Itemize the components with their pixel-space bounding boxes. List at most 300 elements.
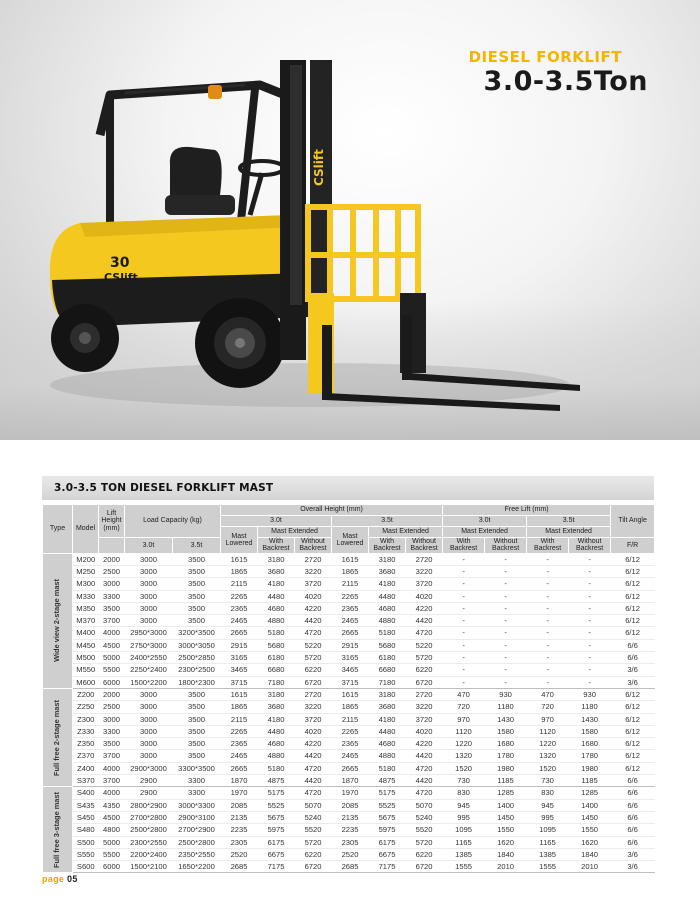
table-cell: 995 (443, 811, 485, 823)
mast-type-group-cell (43, 553, 73, 688)
table-cell: - (527, 664, 569, 676)
table-cell: - (569, 664, 611, 676)
table-cell: - (527, 565, 569, 577)
table-cell: 6720 (406, 676, 443, 688)
table-cell: 3000 (125, 713, 173, 725)
table-cell: 3165 (332, 652, 369, 664)
table-cell: 1870 (332, 775, 369, 787)
table-cell: 1095 (443, 824, 485, 836)
table-cell: 995 (527, 811, 569, 823)
table-cell: 2305 (332, 836, 369, 848)
table-cell: 6/12 (611, 762, 655, 774)
table-cell: 6720 (295, 676, 332, 688)
table-cell: 4420 (406, 750, 443, 762)
table-cell: - (443, 652, 485, 664)
header-capacity-30t: 3.0t (125, 538, 173, 554)
table-cell: 6220 (406, 848, 443, 860)
table-cell: 2720 (406, 553, 443, 565)
table-cell: 470 (443, 688, 485, 700)
table-cell: 930 (485, 688, 527, 700)
table-cell: 3715 (221, 676, 258, 688)
table-cell: 4000 (99, 627, 125, 639)
table-cell: 4020 (406, 590, 443, 602)
table-row (43, 750, 655, 762)
table-cell: - (443, 602, 485, 614)
table-cell: 2305 (221, 836, 258, 848)
table-cell: 5220 (295, 639, 332, 651)
header-load-capacity: Load Capacity (kg) (125, 505, 221, 538)
table-cell: 2115 (332, 713, 369, 725)
spec-table-section (42, 476, 654, 873)
table-cell: 2135 (332, 811, 369, 823)
table-cell: 5175 (258, 787, 295, 799)
table-cell: S480 (73, 824, 99, 836)
table-row (43, 725, 655, 737)
header-with-backrest: With Backrest (527, 538, 569, 554)
table-title: 3.0-3.5 TON DIESEL FORKLIFT MAST (42, 476, 654, 500)
table-cell: 4480 (258, 590, 295, 602)
table-cell: 2365 (221, 738, 258, 750)
table-cell: 6/12 (611, 578, 655, 590)
table-cell: 3000 (99, 578, 125, 590)
table-cell: 3500 (173, 725, 221, 737)
table-cell: 1185 (569, 775, 611, 787)
table-cell: - (569, 578, 611, 590)
table-cell: 3000 (125, 701, 173, 713)
table-cell: 3000 (125, 590, 173, 602)
header-free-30t: 3.0t (443, 516, 527, 527)
table-cell: 4720 (406, 762, 443, 774)
table-cell: - (527, 590, 569, 602)
table-cell: 3200*3500 (173, 627, 221, 639)
header-tilt-angle: Tilt Angle (611, 505, 655, 538)
table-cell: 1680 (485, 738, 527, 750)
table-cell: - (443, 664, 485, 676)
table-cell: 2000 (99, 553, 125, 565)
header-with-backrest: With Backrest (369, 538, 406, 554)
table-cell: 5675 (369, 811, 406, 823)
table-cell: 5525 (258, 799, 295, 811)
table-cell: 5070 (295, 799, 332, 811)
table-cell: 1840 (569, 848, 611, 860)
table-cell: - (569, 652, 611, 664)
table-cell: 6/12 (611, 602, 655, 614)
table-cell: 6000 (99, 861, 125, 873)
table-row (43, 627, 655, 639)
table-cell: 1555 (443, 861, 485, 873)
table-cell: 830 (443, 787, 485, 799)
table-cell: 945 (443, 799, 485, 811)
table-row (43, 836, 655, 848)
table-cell: 5675 (258, 811, 295, 823)
table-cell: 4020 (295, 590, 332, 602)
table-cell: 1220 (443, 738, 485, 750)
table-cell: - (443, 676, 485, 688)
table-row (43, 738, 655, 750)
table-cell: 1095 (527, 824, 569, 836)
table-cell: 5520 (295, 824, 332, 836)
table-cell: - (527, 652, 569, 664)
table-cell: - (527, 676, 569, 688)
table-cell: 2500*2800 (125, 824, 173, 836)
table-cell: 1780 (485, 750, 527, 762)
table-cell: 4500 (99, 639, 125, 651)
table-cell: 2265 (332, 725, 369, 737)
table-cell: 5500 (99, 848, 125, 860)
table-cell: - (569, 590, 611, 602)
table-cell: 3000 (125, 602, 173, 614)
table-cell: 1615 (332, 553, 369, 565)
table-row (43, 590, 655, 602)
table-cell: - (485, 553, 527, 565)
header-fr: F/R (611, 538, 655, 554)
table-cell: 4220 (295, 738, 332, 750)
table-cell: Z400 (73, 762, 99, 774)
header-overall-30t: 3.0t (221, 516, 332, 527)
table-cell: 4720 (295, 762, 332, 774)
table-cell: 3500 (173, 750, 221, 762)
table-cell: 1285 (569, 787, 611, 799)
table-cell: 1580 (485, 725, 527, 737)
table-cell: 3220 (406, 701, 443, 713)
table-cell: - (527, 615, 569, 627)
table-cell: 2700*2800 (125, 811, 173, 823)
table-cell: 6/6 (611, 775, 655, 787)
table-cell: 4350 (99, 799, 125, 811)
table-cell: - (569, 565, 611, 577)
table-cell: 5720 (295, 836, 332, 848)
table-cell: Z370 (73, 750, 99, 762)
table-cell: 7180 (258, 676, 295, 688)
table-cell: 2010 (569, 861, 611, 873)
table-cell: 3465 (221, 664, 258, 676)
table-cell: 2500 (99, 565, 125, 577)
table-cell: 1620 (569, 836, 611, 848)
header-mast-extended-30t: Mast Extended (258, 527, 332, 538)
table-cell: 5720 (295, 652, 332, 664)
table-cell: 4220 (406, 602, 443, 614)
table-cell: 1615 (332, 688, 369, 700)
table-cell: 1450 (569, 811, 611, 823)
table-cell: 6680 (369, 664, 406, 676)
table-cell: 2265 (221, 590, 258, 602)
table-cell: - (485, 627, 527, 639)
table-cell: 1980 (569, 762, 611, 774)
table-cell: 4000 (99, 762, 125, 774)
table-cell: 5070 (406, 799, 443, 811)
table-cell: 1980 (485, 762, 527, 774)
table-cell: 6/12 (611, 738, 655, 750)
table-cell: 2200*2400 (125, 848, 173, 860)
table-cell: 3680 (369, 565, 406, 577)
mast-logo: CSlift (312, 149, 326, 186)
table-cell: 4420 (406, 775, 443, 787)
header-without-backrest: Without Backrest (406, 538, 443, 554)
table-cell: M500 (73, 652, 99, 664)
header-with-backrest: With Backrest (443, 538, 485, 554)
body-logo: CSlift (104, 271, 138, 284)
table-cell: 3000*3300 (173, 799, 221, 811)
table-cell: 6000 (99, 676, 125, 688)
table-cell: 1865 (332, 701, 369, 713)
table-cell: M330 (73, 590, 99, 602)
table-cell: - (443, 553, 485, 565)
table-cell: M250 (73, 565, 99, 577)
table-cell: - (527, 602, 569, 614)
table-cell: 4480 (258, 725, 295, 737)
table-cell: 4180 (258, 578, 295, 590)
table-cell: 2010 (485, 861, 527, 873)
table-cell: - (485, 578, 527, 590)
table-row (43, 565, 655, 577)
table-cell: 3500 (173, 590, 221, 602)
table-cell: 1555 (527, 861, 569, 873)
table-row (43, 553, 655, 565)
table-cell: 4220 (295, 602, 332, 614)
table-cell: 3715 (332, 676, 369, 688)
table-row (43, 787, 655, 799)
table-cell: 2720 (295, 688, 332, 700)
table-cell: Z350 (73, 738, 99, 750)
table-cell: 6/6 (611, 824, 655, 836)
table-row (43, 811, 655, 823)
page-number (42, 874, 78, 884)
table-cell: 720 (527, 701, 569, 713)
header-mast-lowered-30t: Mast Lowered (221, 527, 258, 554)
table-cell: 3000 (125, 738, 173, 750)
table-cell: 2665 (332, 762, 369, 774)
table-row (43, 688, 655, 700)
table-cell: 4680 (369, 738, 406, 750)
table-cell: 3720 (295, 713, 332, 725)
table-cell: 4875 (369, 775, 406, 787)
table-cell: 4720 (406, 787, 443, 799)
table-row (43, 762, 655, 774)
table-cell: 2665 (221, 627, 258, 639)
table-cell: 5975 (258, 824, 295, 836)
table-cell: 3500 (99, 602, 125, 614)
header-lift-height-unit (99, 538, 125, 554)
table-cell: 2400*2550 (125, 652, 173, 664)
table-cell: 1865 (332, 565, 369, 577)
table-cell: 2465 (332, 750, 369, 762)
table-cell: 4180 (258, 713, 295, 725)
table-cell: S435 (73, 799, 99, 811)
table-cell: 2700*2900 (173, 824, 221, 836)
table-cell: 4480 (369, 590, 406, 602)
table-cell: 2300*2550 (125, 836, 173, 848)
table-cell: 1320 (443, 750, 485, 762)
table-cell: - (485, 615, 527, 627)
table-cell: 1970 (332, 787, 369, 799)
table-cell: - (485, 639, 527, 651)
table-cell: 5720 (406, 836, 443, 848)
table-cell: 2265 (221, 725, 258, 737)
table-cell: - (443, 615, 485, 627)
table-cell: 5975 (369, 824, 406, 836)
table-cell: 5680 (258, 639, 295, 651)
table-cell: 1320 (527, 750, 569, 762)
table-cell: Z330 (73, 725, 99, 737)
table-cell: - (527, 553, 569, 565)
table-cell: 3700 (99, 615, 125, 627)
table-cell: S450 (73, 811, 99, 823)
table-cell: 5240 (406, 811, 443, 823)
table-cell: 1550 (485, 824, 527, 836)
table-cell: 3180 (369, 688, 406, 700)
table-cell: 4480 (369, 725, 406, 737)
table-cell: 730 (443, 775, 485, 787)
table-cell: - (527, 639, 569, 651)
table-row (43, 775, 655, 787)
table-cell: 3000 (125, 578, 173, 590)
table-cell: 2500*2850 (173, 652, 221, 664)
table-cell: 3500 (99, 738, 125, 750)
table-cell: 6180 (369, 652, 406, 664)
table-cell: 2665 (332, 627, 369, 639)
table-cell: 6175 (369, 836, 406, 848)
table-cell: - (527, 627, 569, 639)
table-cell: 3000 (99, 713, 125, 725)
table-cell: S370 (73, 775, 99, 787)
table-cell: 2265 (332, 590, 369, 602)
table-cell: 4800 (99, 824, 125, 836)
header-model: Model (73, 505, 99, 554)
table-cell: 4420 (295, 775, 332, 787)
table-cell: 1970 (221, 787, 258, 799)
headline-title: 3.0-3.5Ton (483, 66, 648, 97)
table-cell: 2520 (221, 848, 258, 860)
table-cell: Z200 (73, 688, 99, 700)
table-cell: 3680 (258, 565, 295, 577)
table-cell: 3500 (173, 701, 221, 713)
table-cell: M400 (73, 627, 99, 639)
table-cell: 2465 (332, 615, 369, 627)
table-cell: 2665 (221, 762, 258, 774)
table-cell: 2000 (99, 688, 125, 700)
table-cell: 5180 (369, 627, 406, 639)
table-cell: 6/12 (611, 627, 655, 639)
table-cell: 1615 (221, 553, 258, 565)
forklift-illustration (40, 55, 600, 425)
table-cell: 6675 (258, 848, 295, 860)
table-cell: M450 (73, 639, 99, 651)
table-cell: 1840 (485, 848, 527, 860)
table-cell: 2365 (221, 602, 258, 614)
table-cell: - (569, 676, 611, 688)
table-cell: 2685 (221, 861, 258, 873)
table-cell: 2085 (221, 799, 258, 811)
table-cell: 1650*2200 (173, 861, 221, 873)
table-cell: 1680 (569, 738, 611, 750)
table-cell: 1780 (569, 750, 611, 762)
table-row (43, 676, 655, 688)
table-cell: 3000 (125, 750, 173, 762)
table-cell: 1165 (443, 836, 485, 848)
table-cell: 3180 (369, 553, 406, 565)
table-cell: 970 (527, 713, 569, 725)
table-cell: 3000 (125, 615, 173, 627)
table-cell: 4880 (369, 750, 406, 762)
table-cell: 3000 (125, 688, 173, 700)
table-cell: M370 (73, 615, 99, 627)
table-cell: - (443, 627, 485, 639)
table-cell: 1580 (569, 725, 611, 737)
table-cell: 3500 (173, 738, 221, 750)
table-cell: 2900*3000 (125, 762, 173, 774)
header-with-backrest: With Backrest (258, 538, 295, 554)
header-overall-height: Overall Height (mm) (221, 505, 443, 516)
table-cell: 3465 (332, 664, 369, 676)
table-cell: 4720 (295, 787, 332, 799)
table-cell: 1385 (443, 848, 485, 860)
table-cell: 3220 (295, 701, 332, 713)
table-cell: 4720 (406, 627, 443, 639)
table-cell: 1400 (569, 799, 611, 811)
table-cell: M350 (73, 602, 99, 614)
table-cell: 7175 (258, 861, 295, 873)
table-cell: 3500 (173, 615, 221, 627)
table-row (43, 701, 655, 713)
table-cell: 1165 (527, 836, 569, 848)
table-cell: 4880 (258, 750, 295, 762)
table-cell: 6/12 (611, 590, 655, 602)
table-cell: 5000 (99, 836, 125, 848)
table-cell: 3720 (406, 578, 443, 590)
header-type: Type (43, 505, 73, 554)
table-cell: 4680 (369, 602, 406, 614)
table-cell: 2365 (332, 602, 369, 614)
table-cell: 4720 (295, 627, 332, 639)
table-cell: 3720 (406, 713, 443, 725)
table-cell: M550 (73, 664, 99, 676)
table-cell: 1220 (527, 738, 569, 750)
table-cell: 3/6 (611, 676, 655, 688)
header-free-35t: 3.5t (527, 516, 611, 527)
mast-type-group-cell (43, 688, 73, 786)
table-cell: 3720 (295, 578, 332, 590)
table-cell: - (485, 602, 527, 614)
table-cell: 6/12 (611, 688, 655, 700)
table-cell: 6180 (258, 652, 295, 664)
table-cell: 6220 (295, 848, 332, 860)
table-cell: - (485, 652, 527, 664)
table-cell: 3680 (258, 701, 295, 713)
header-mast-lowered-35t: Mast Lowered (332, 527, 369, 554)
capacity-badge: 30 (110, 255, 130, 271)
headline-subtitle: DIESEL FORKLIFT (468, 48, 622, 66)
table-cell: Z250 (73, 701, 99, 713)
header-free-mast-extended-35t: Mast Extended (527, 527, 611, 538)
table-cell: 5680 (369, 639, 406, 651)
table-cell: 930 (569, 688, 611, 700)
table-row (43, 848, 655, 860)
table-cell: 2950*3000 (125, 627, 173, 639)
table-cell: 6/12 (611, 615, 655, 627)
table-row (43, 652, 655, 664)
table-cell: 6680 (258, 664, 295, 676)
table-cell: 3/6 (611, 861, 655, 873)
table-cell: 5525 (369, 799, 406, 811)
header-without-backrest: Without Backrest (295, 538, 332, 554)
table-cell: 3220 (295, 565, 332, 577)
table-cell: 1870 (221, 775, 258, 787)
table-row (43, 664, 655, 676)
table-cell: 2720 (406, 688, 443, 700)
table-cell: 970 (443, 713, 485, 725)
table-cell: 6675 (369, 848, 406, 860)
header-lift-height: Lift Height (mm) (99, 505, 125, 538)
